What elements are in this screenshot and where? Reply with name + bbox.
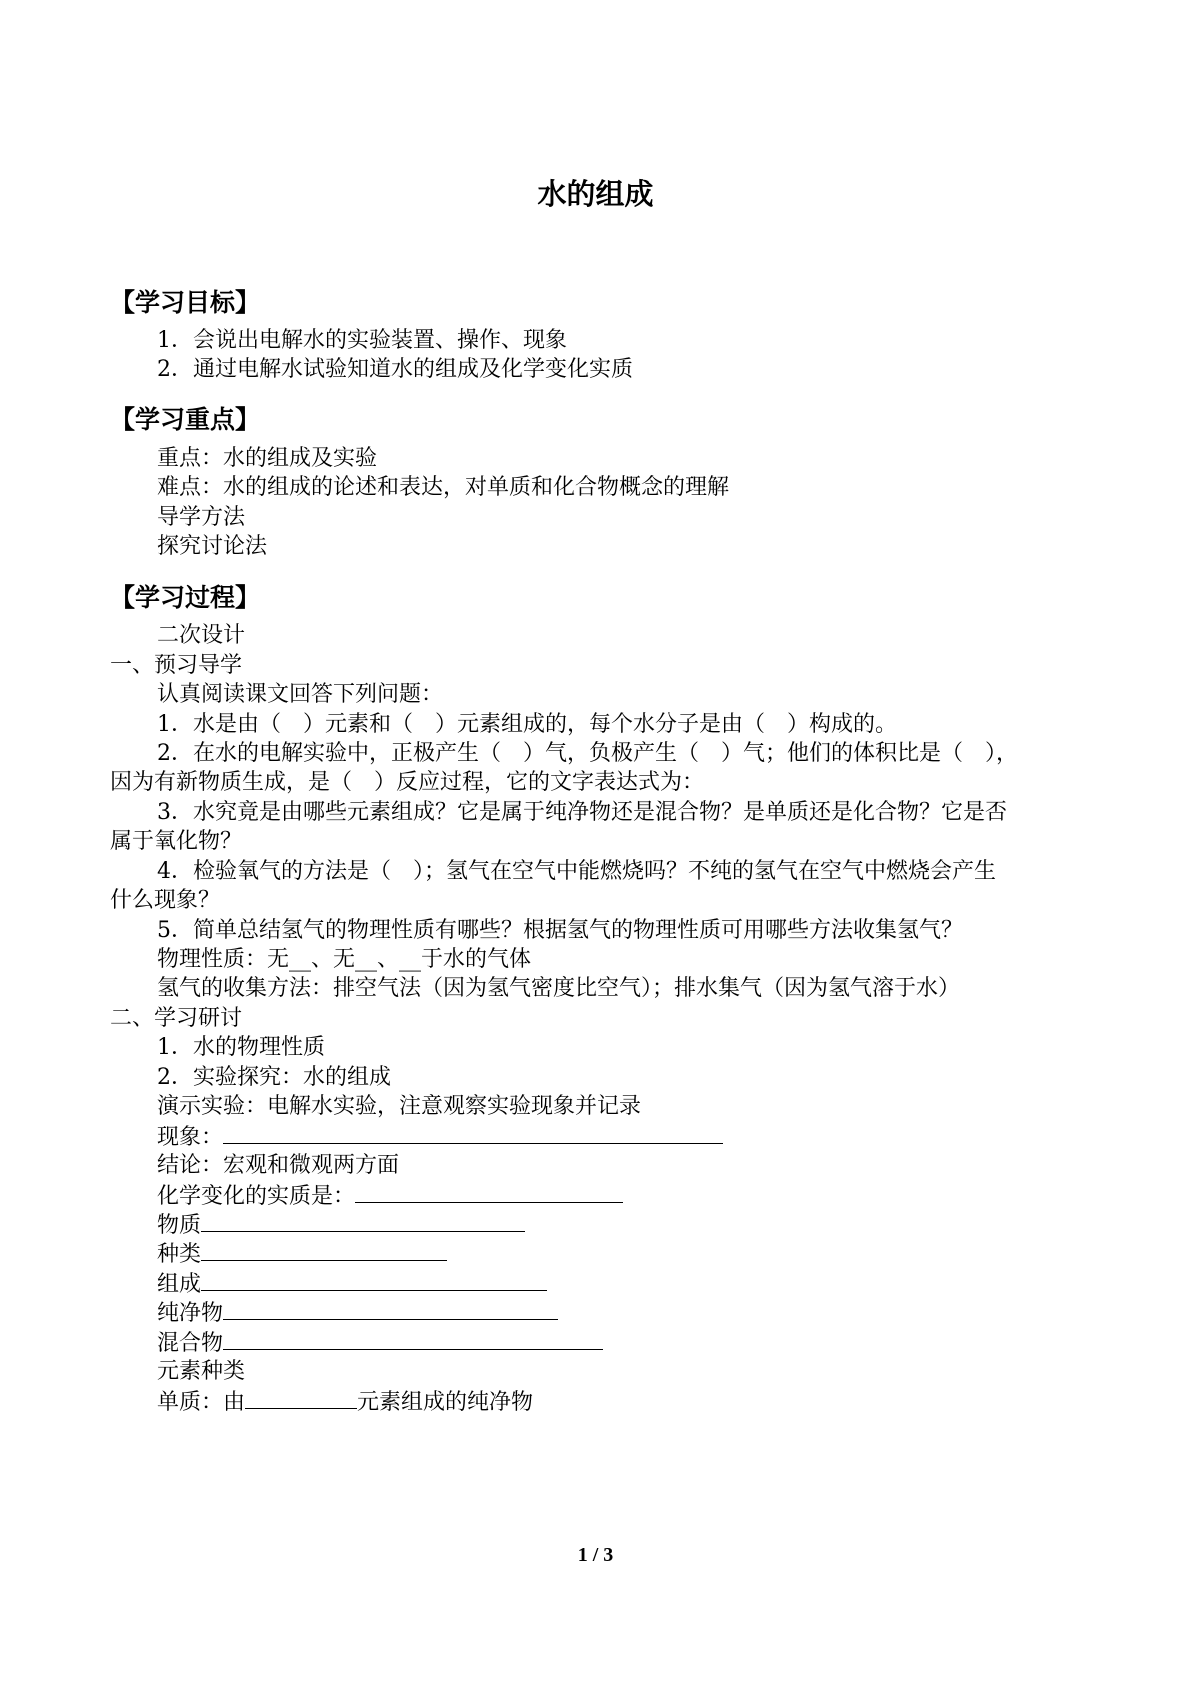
method-label: 导学方法 — [157, 505, 246, 530]
question-3-line-1: 3．水究竟是由哪些元素组成？它是属于纯净物还是混合物？是单质还是化合物？它是否 — [157, 800, 1007, 825]
essence-label: 化学变化的实质是： — [157, 1184, 356, 1209]
kind-blank — [201, 1240, 447, 1261]
kind-row — [157, 1240, 447, 1269]
question-5: 5．简单总结氢气的物理性质有哪些？根据氢气的物理性质可用哪些方法收集氢气？ — [157, 918, 963, 943]
part1-heading: 一、预习导学 — [110, 653, 243, 678]
question-2-line-1: 2．在水的电解实验中，正极产生（ ）气，负极产生（ ）气；他们的体积比是（ ）， — [157, 741, 1019, 766]
section-heading-process: 【学习过程】 — [110, 583, 261, 612]
mixture-label: 混合物 — [157, 1331, 224, 1356]
matter-label: 物质 — [157, 1213, 202, 1238]
goal-item-1: 1．会说出电解水的实验装置、操作、现象 — [157, 328, 567, 353]
matter-row — [157, 1211, 525, 1240]
study-item-2: 2．实验探究：水的组成 — [157, 1065, 391, 1090]
conclusion-text: 结论：宏观和微观两方面 — [157, 1153, 400, 1178]
question-2-line-2: 因为有新物质生成，是（ ）反应过程，它的文字表达式为： — [110, 770, 705, 795]
design-label: 二次设计 — [157, 623, 246, 648]
question-1: 1．水是由（ ）元素和（ ）元素组成的，每个水分子是由（ ）构成的。 — [157, 712, 897, 737]
page-number: 1 / 3 — [577, 1544, 614, 1566]
question-3-line-2: 属于氧化物？ — [110, 829, 243, 854]
element-kind-text: 元素种类 — [157, 1359, 246, 1384]
question-4-line-1: 4．检验氧气的方法是（ ）；氢气在空气中能燃烧吗？不纯的氢气在空气中燃烧会产生 — [157, 859, 996, 884]
phenomenon-row — [157, 1123, 723, 1152]
demo-experiment: 演示实验：电解水实验，注意观察实验现象并记录 — [157, 1094, 642, 1119]
simple-blank — [245, 1388, 357, 1409]
mixture-row — [157, 1329, 603, 1358]
simple-substance-row — [157, 1388, 533, 1417]
composition-blank — [201, 1270, 547, 1291]
composition-label: 组成 — [157, 1272, 202, 1297]
study-item-1: 1．水的物理性质 — [157, 1035, 325, 1060]
simple-prefix: 单质：由 — [157, 1390, 246, 1415]
composition-row — [157, 1270, 547, 1299]
key-point: 重点：水的组成及实验 — [157, 446, 378, 471]
method-value: 探究讨论法 — [157, 534, 268, 559]
pure-label: 纯净物 — [157, 1301, 224, 1326]
simple-suffix: 元素组成的纯净物 — [357, 1390, 534, 1415]
section-heading-goals: 【学习目标】 — [110, 288, 261, 317]
pure-row — [157, 1299, 558, 1328]
kind-label: 种类 — [157, 1242, 202, 1267]
phenomenon-label: 现象： — [157, 1125, 224, 1150]
pure-blank — [223, 1299, 558, 1320]
matter-blank — [201, 1211, 525, 1232]
goal-item-2: 2．通过电解水试验知道水的组成及化学变化实质 — [157, 357, 633, 382]
section-heading-key: 【学习重点】 — [110, 405, 261, 434]
collection-methods: 氢气的收集方法：排空气法（因为氢气密度比空气）；排水集气（因为氢气溶于水） — [157, 976, 961, 1001]
mixture-blank — [223, 1329, 603, 1350]
question-4-line-2: 什么现象？ — [110, 888, 221, 913]
page-title: 水的组成 — [537, 177, 654, 211]
essence-row — [157, 1182, 623, 1211]
part2-heading: 二、学习研讨 — [110, 1006, 243, 1031]
essence-blank — [355, 1182, 623, 1203]
intro-text: 认真阅读课文回答下列问题： — [157, 682, 444, 707]
difficult-point: 难点：水的组成的论述和表达，对单质和化合物概念的理解 — [157, 475, 730, 500]
phenomenon-blank — [223, 1123, 723, 1144]
physical-properties: 物理性质：无__、无__、__于水的气体 — [157, 947, 532, 972]
